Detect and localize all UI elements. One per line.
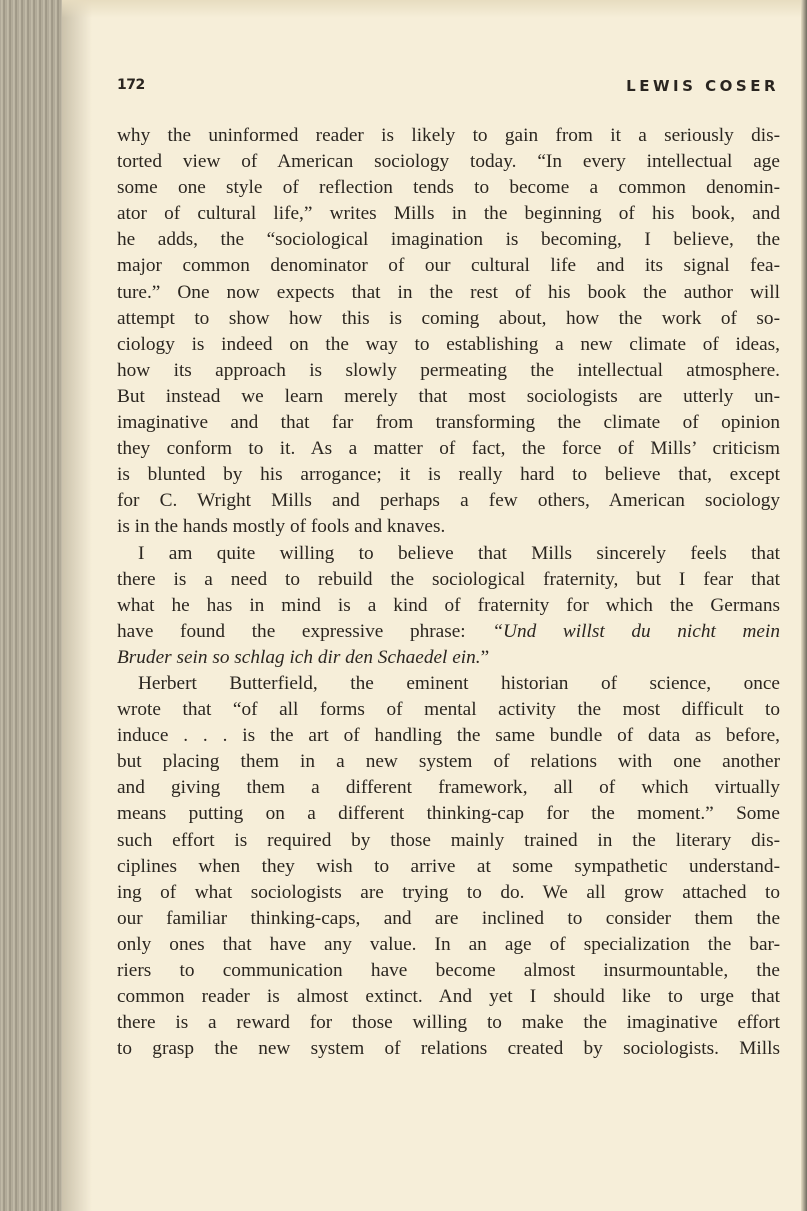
text-line — [117, 828, 780, 854]
text-line — [117, 149, 780, 175]
text-line — [117, 1010, 780, 1036]
text-line — [117, 801, 780, 827]
text-line — [117, 123, 780, 149]
text-line — [117, 358, 780, 384]
text-segment: to grasp the new system of relations created by sociologists. Mills — [117, 1038, 780, 1060]
text-segment: they conform to it. As a matter of fact, the force of Mills’ criticism — [117, 438, 780, 460]
page-edge — [801, 0, 807, 1211]
text-segment: ciplines when they wish to arrive at some sympathetic understand- — [117, 855, 780, 877]
text-segment: wrote that “of all forms of mental activity the most difficult to — [117, 699, 780, 721]
text-line — [117, 227, 780, 253]
text-segment: there is a need to rebuild the sociological fraternity, but I fear that — [117, 568, 780, 590]
text-segment: is in the hands mostly of fools and knaves. — [117, 516, 446, 538]
text-segment: major common denominator of our cultural life and its signal fea- — [117, 255, 780, 277]
body-text — [117, 123, 780, 1062]
text-segment: induce . . . is the art of handling the same bundle of data as before, — [117, 725, 780, 747]
text-segment: imaginative and that far from transforming the climate of opinion — [117, 412, 780, 434]
text-line — [117, 749, 780, 775]
text-segment: attempt to show how this is coming about, how the work of so- — [117, 307, 780, 329]
text-line — [117, 253, 780, 279]
text-segment: for C. Wright Mills and perhaps a few others, American sociology — [117, 490, 780, 512]
text-line — [117, 854, 780, 880]
text-line — [117, 280, 780, 306]
text-line — [117, 1036, 780, 1062]
page-top-shadow — [62, 0, 807, 18]
italic-text: “Und willst du nicht mein — [492, 620, 780, 642]
text-line — [117, 488, 780, 514]
text-segment: ciology is indeed on the way to establishing a new climate of ideas, — [117, 333, 780, 355]
text-line — [117, 932, 780, 958]
text-line — [117, 410, 780, 436]
text-segment: and giving them a different framework, all of which virtually — [117, 777, 780, 799]
text-segment: such effort is required by those mainly trained in the literary dis- — [117, 829, 780, 851]
text-line — [117, 723, 780, 749]
text-line — [117, 567, 780, 593]
text-line — [117, 514, 780, 540]
text-segment: there is a reward for those willing to make the imaginative effort — [117, 1012, 780, 1034]
text-line — [117, 384, 780, 410]
text-line — [117, 697, 780, 723]
text-line — [117, 645, 780, 671]
text-line — [117, 906, 780, 932]
text-segment: common reader is almost extinct. And yet I should like to urge that — [117, 986, 780, 1008]
text-line — [117, 462, 780, 488]
text-segment: have found the expressive phrase: — [117, 620, 493, 642]
running-head — [117, 77, 779, 99]
text-line — [117, 436, 780, 462]
italic-text: Bruder sein so schlag ich dir den Schaedel ein. — [117, 646, 481, 668]
page-number: 172 — [117, 77, 145, 93]
gutter-shadow — [62, 0, 92, 1211]
text-line — [117, 541, 780, 567]
text-segment: ” — [480, 646, 490, 668]
text-line — [117, 775, 780, 801]
text-segment: But instead we learn merely that most sociologists are utterly un- — [117, 385, 780, 407]
text-segment: some one style of reflection tends to become a common denomin- — [117, 177, 780, 199]
text-line — [117, 175, 780, 201]
running-head-author: LEWIS COSER — [626, 77, 779, 95]
text-segment: why the uninformed reader is likely to gain from it a seriously dis- — [117, 125, 780, 146]
text-segment: ing of what sociologists are trying to do. We all grow attached to — [117, 881, 780, 903]
text-segment: what he has in mind is a kind of fraternity for which the Germans — [117, 594, 780, 616]
text-segment: is blunted by his arrogance; it is really hard to believe that, except — [117, 464, 780, 486]
text-segment: but placing them in a new system of relations with one another — [117, 751, 780, 773]
text-segment: I am quite willing to believe that Mills sincerely feels that — [138, 542, 780, 564]
text-segment: only ones that have any value. In an age of specialization the bar- — [117, 933, 780, 955]
text-line — [117, 593, 780, 619]
text-segment: how its approach is slowly permeating the intellectual atmosphere. — [117, 359, 780, 381]
text-segment: ator of cultural life,” writes Mills in the beginning of his book, and — [117, 203, 780, 225]
book-binding — [0, 0, 62, 1211]
text-segment: ture.” One now expects that in the rest of his book the author will — [117, 281, 780, 303]
text-segment: torted view of American sociology today. “In every intellectual age — [117, 151, 780, 173]
text-segment: Herbert Butterfield, the eminent historian of science, once — [138, 672, 780, 694]
text-segment: riers to communication have become almost insurmountable, the — [117, 960, 780, 981]
text-line — [117, 958, 780, 984]
text-line — [117, 201, 780, 227]
text-line — [117, 984, 780, 1010]
text-segment: he adds, the “sociological imagination is becoming, I believe, the — [117, 229, 780, 251]
text-line — [117, 671, 780, 697]
text-line — [117, 880, 780, 906]
text-segment: means putting on a different thinking-cap for the moment.” Some — [117, 803, 780, 825]
text-line — [117, 306, 780, 332]
text-line — [117, 332, 780, 358]
text-segment: our familiar thinking-caps, and are inclined to consider them the — [117, 907, 780, 929]
text-line — [117, 619, 780, 645]
